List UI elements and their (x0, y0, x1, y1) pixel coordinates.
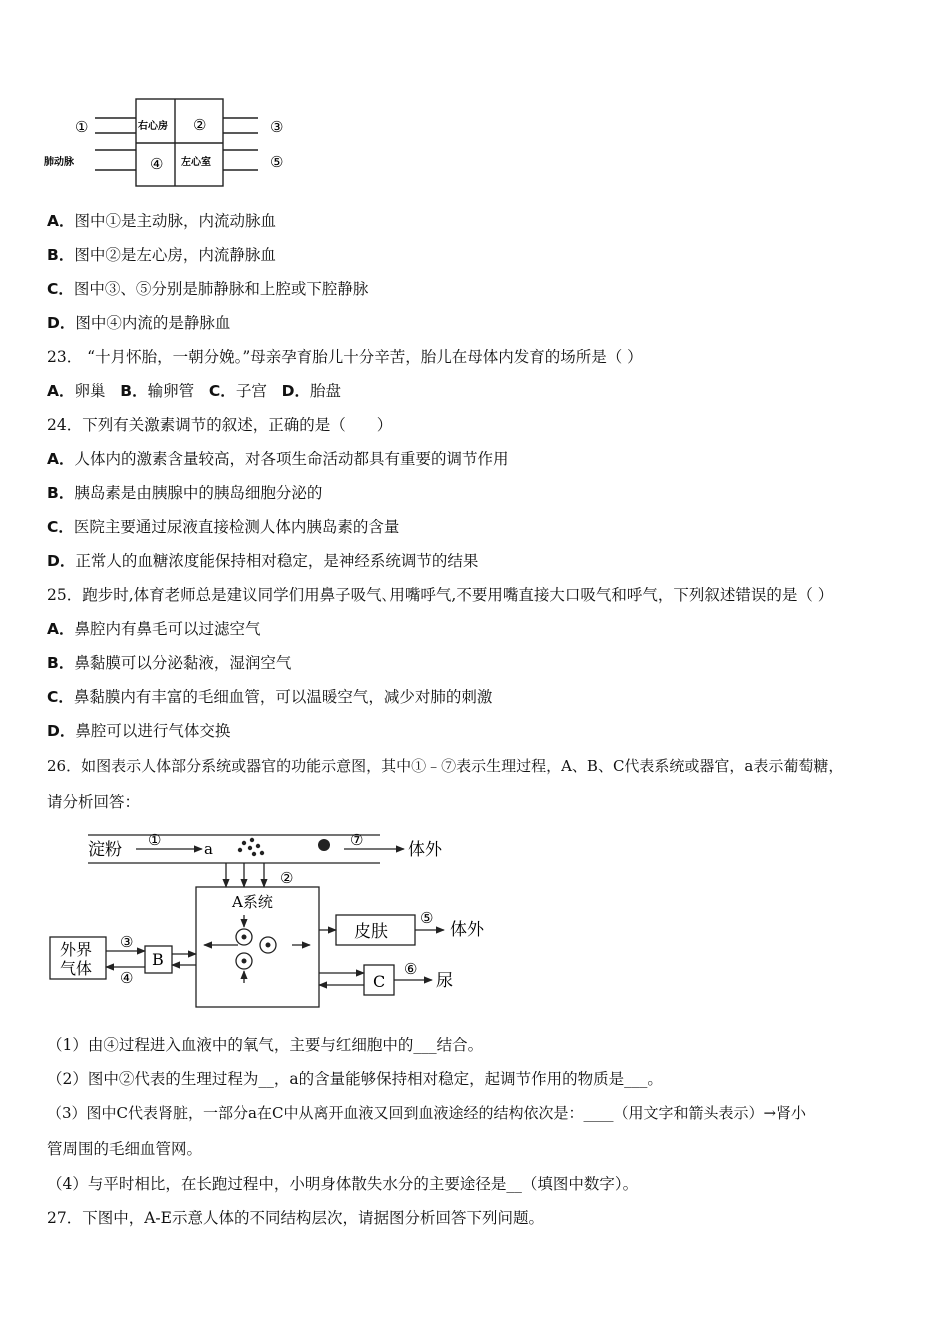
q25-option-b: B．鼻黏膜可以分泌黏液，湿润空气 (47, 654, 292, 672)
right-atrium-label: 右心房 (138, 121, 168, 132)
skin-label: 皮肤 (354, 922, 388, 942)
q23-options: A．卵巢 B．输卵管 C．子宫 D．胎盘 (47, 382, 341, 400)
out-label-2: 体外 (450, 920, 484, 940)
heart-diagram (40, 95, 300, 195)
label-7: ⑦ (350, 831, 364, 849)
q26-sub3-line1: （3）图中C代表肾脏，一部分a在C中从离开血液又回到血液途经的结构依次是：____（用文字和箭头表示）→肾小 (47, 1104, 807, 1122)
outside-air-line2: 气体 (60, 959, 93, 978)
outside-air-line1: 外界 (60, 940, 93, 959)
label-4: ④ (120, 969, 134, 987)
heart-label-4: ④ (150, 155, 164, 173)
starch-label: 淀粉 (88, 840, 122, 860)
label-5: ⑤ (420, 909, 434, 927)
q25-option-d: D．鼻腔可以进行气体交换 (47, 722, 231, 740)
q24-option-b: B．胰岛素是由胰腺中的胰岛细胞分泌的 (47, 484, 323, 502)
q22-option-c: C．图中③、⑤分别是肺静脉和上腔或下腔静脉 (47, 280, 369, 298)
q25-stem: 25．跑步时,体育老师总是建议同学们用鼻子吸气､用嘴呼气,不要用嘴直接大口吸气和呼气，下列叙述错误的是（ ） (47, 586, 834, 604)
label-1: ① (148, 831, 162, 849)
c-label: C (373, 972, 386, 991)
heart-label-5: ⑤ (270, 153, 284, 171)
heart-label-2: ② (193, 116, 207, 134)
q24-option-d: D．正常人的血糖浓度能保持相对稳定，是神经系统调节的结果 (47, 552, 479, 570)
q25-option-a: A．鼻腔内有鼻毛可以过滤空气 (47, 620, 261, 638)
heart-label-1: ① (75, 118, 89, 136)
label-3: ③ (120, 933, 134, 951)
urine-label: 尿 (436, 971, 453, 991)
q26-sub1: （1）由④过程进入血液中的氧气，主要与红细胞中的___结合。 (47, 1036, 484, 1054)
q26-sub4: （4）与平时相比，在长跑过程中，小明身体散失水分的主要途径是__（填图中数字）。 (47, 1175, 639, 1193)
q26-sub2: （2）图中②代表的生理过程为__，a的含量能够保持相对稳定，起调节作用的物质是___。 (47, 1070, 663, 1088)
pulmonary-artery-label: 肺动脉 (44, 157, 74, 168)
glucose-a-label: a (204, 840, 213, 858)
q22-option-b: B．图中②是左心房，内流静脉血 (47, 246, 276, 264)
q23-stem: 23． “十月怀胎，一朝分娩。”母亲孕育胎儿十分辛苦，胎儿在母体内发育的场所是（ ） (47, 348, 643, 366)
b-label: B (152, 950, 164, 969)
out-label-1: 体外 (408, 840, 442, 860)
q24-option-a: A．人体内的激素含量较高，对各项生命活动都具有重要的调节作用 (47, 450, 509, 468)
q24-stem: 24．下列有关激素调节的叙述，正确的是（ ） (47, 416, 393, 434)
q26-sub3-line2: 管周围的毛细血管网。 (47, 1140, 203, 1158)
q24-option-c: C．医院主要通过尿液直接检测人体内胰岛素的含量 (47, 518, 400, 536)
left-ventricle-label: 左心室 (181, 157, 211, 168)
body-function-diagram (44, 823, 504, 1013)
q22-option-d: D．图中④内流的是静脉血 (47, 314, 231, 332)
label-6: ⑥ (404, 960, 418, 978)
label-2: ② (280, 869, 294, 887)
heart-label-3: ③ (270, 118, 284, 136)
q22-option-a: A．图中①是主动脉，内流动脉血 (47, 212, 277, 230)
a-system-label: A系统 (232, 893, 273, 911)
q27-stem: 27．下图中，A-E示意人体的不同结构层次，请据图分析回答下列问题。 (47, 1209, 544, 1227)
q26-stem-line1: 26．如图表示人体部分系统或器官的功能示意图，其中①﹣⑦表示生理过程，A、B、C代表系统或器官，a表示葡萄糖， (47, 757, 844, 775)
q25-option-c: C．鼻黏膜内有丰富的毛细血管，可以温暖空气，减少对肺的刺激 (47, 688, 493, 706)
q26-stem-line2: 请分析回答： (47, 793, 141, 811)
